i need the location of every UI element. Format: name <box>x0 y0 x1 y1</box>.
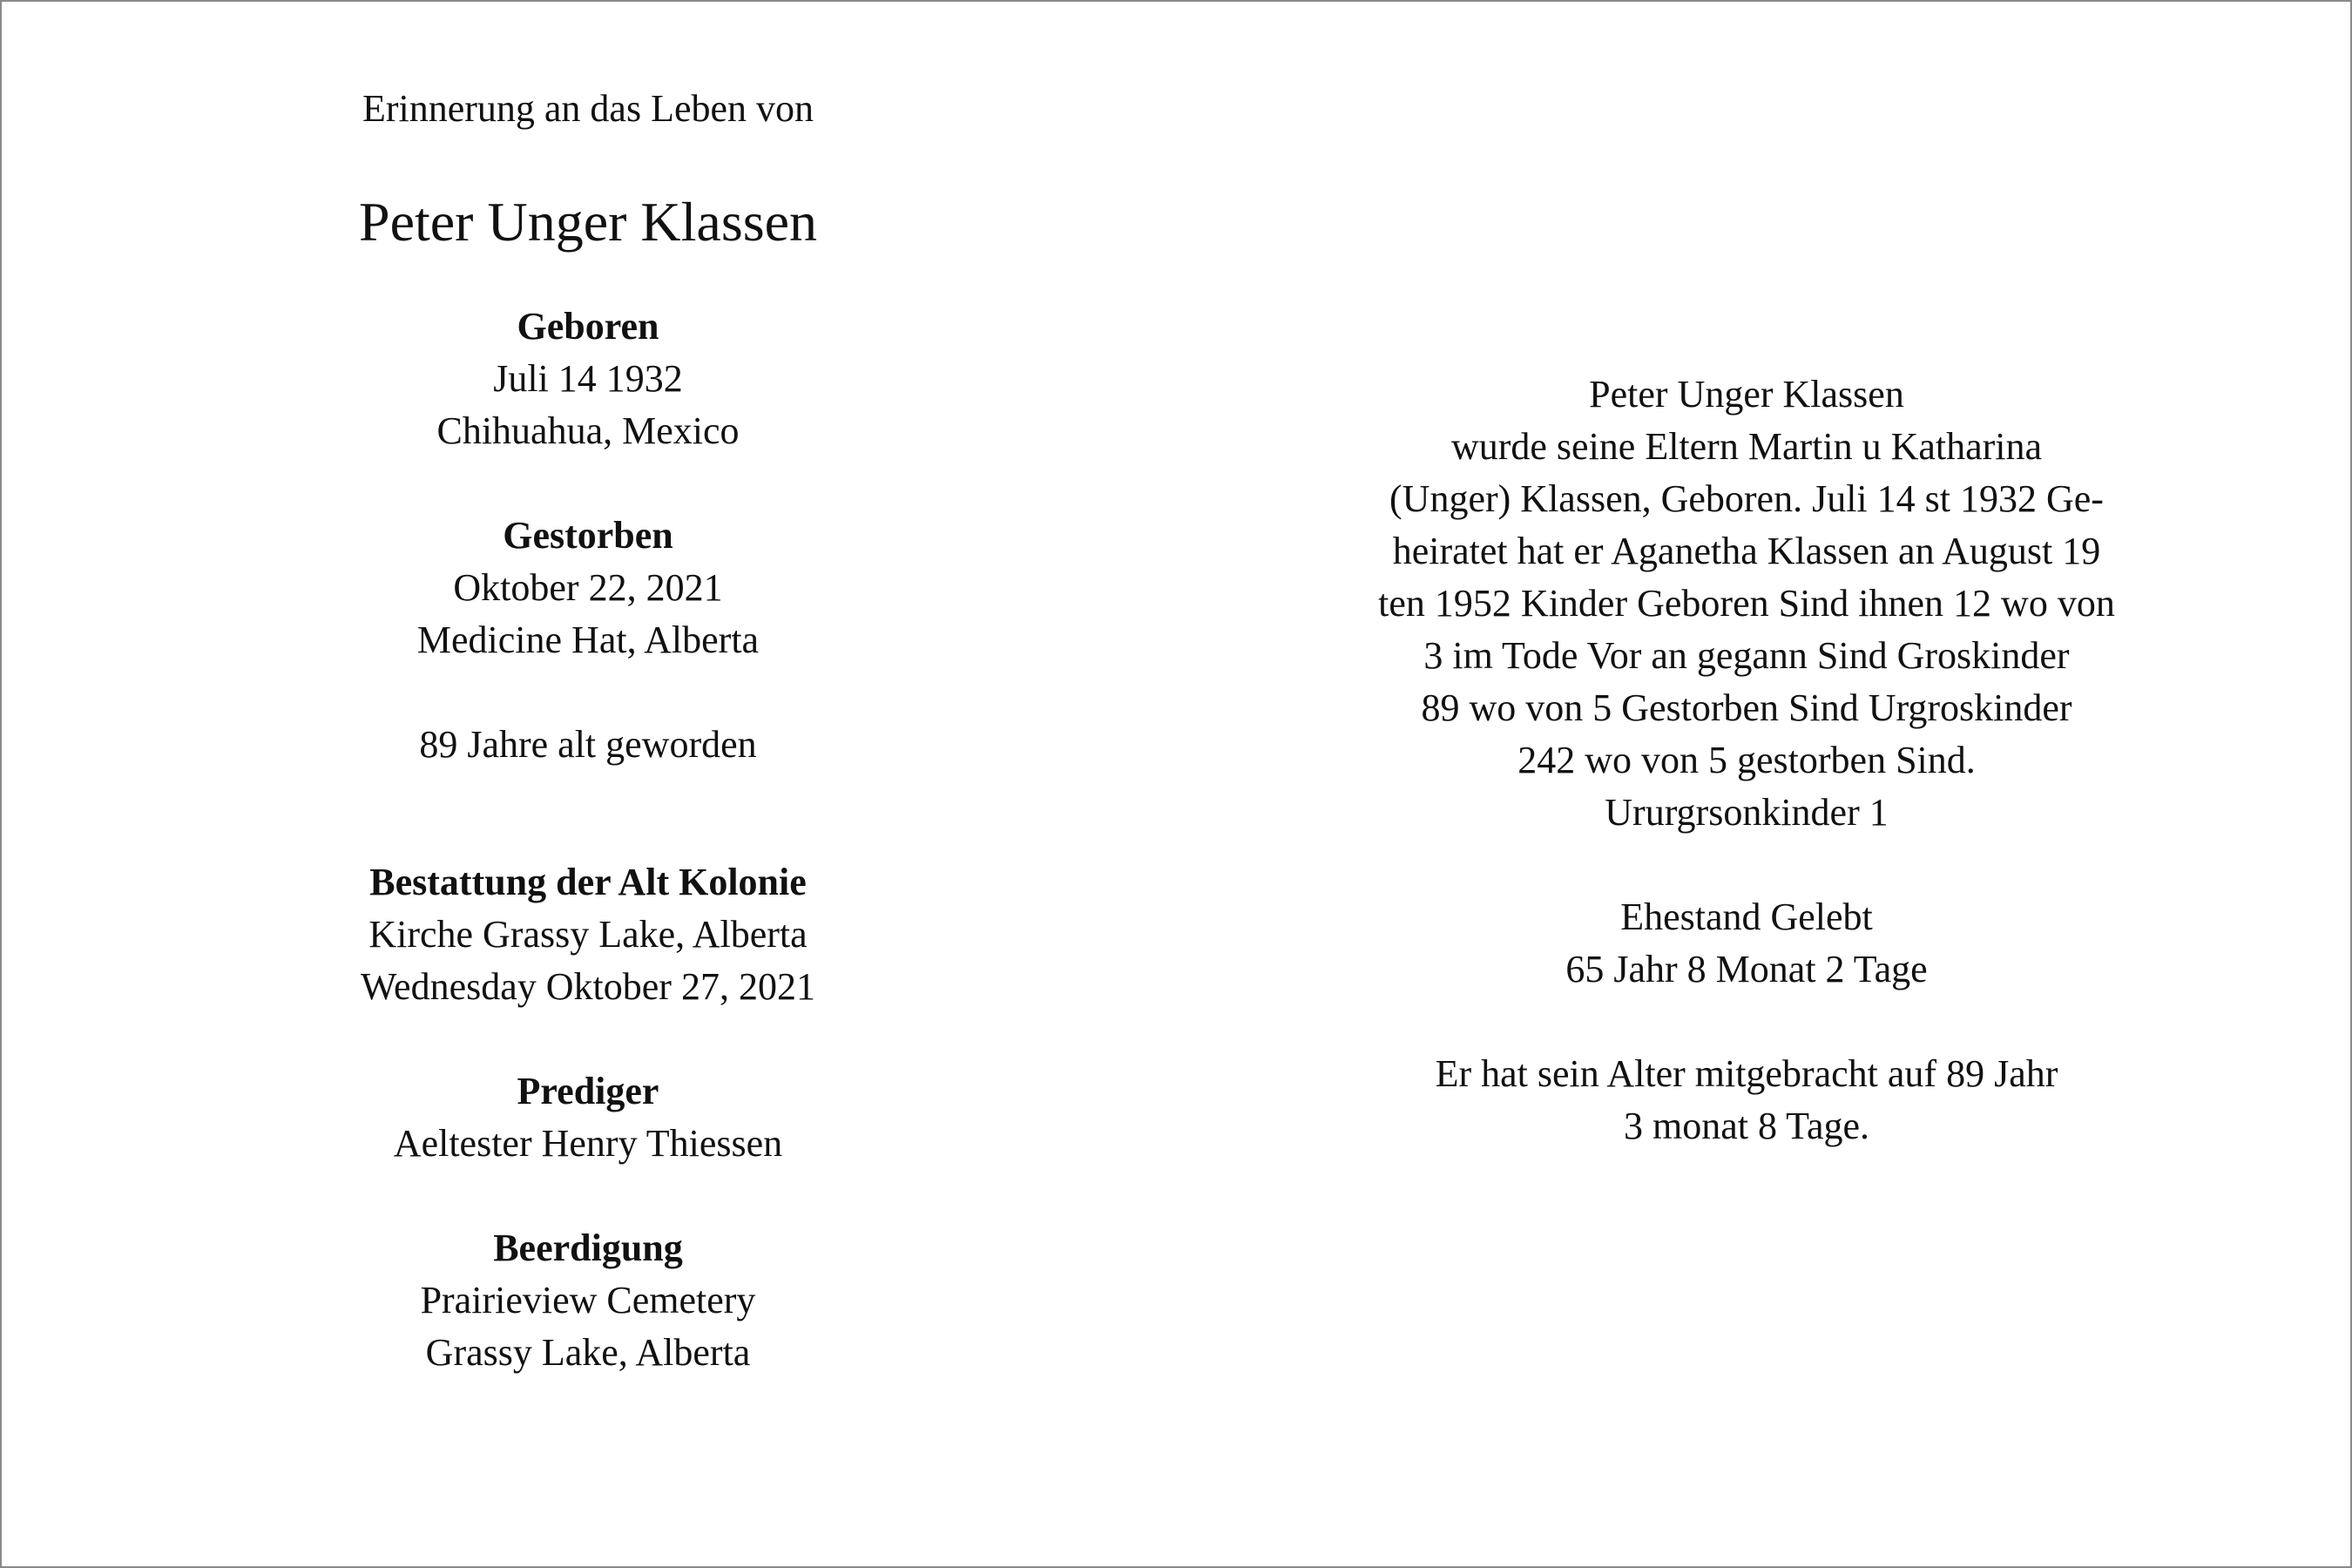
funeral-heading: Bestattung der Alt Kolonie <box>369 861 807 903</box>
age-line: 3 monat 8 Tage. <box>1623 1105 1870 1147</box>
born-section <box>240 301 936 457</box>
preacher-heading: Prediger <box>517 1070 659 1112</box>
bio-line: 89 wo von 5 Gestorben Sind Urgroskinder <box>1421 686 2072 729</box>
funeral-section <box>240 856 936 1013</box>
intro-text: Erinnerung an das Leben von <box>362 87 814 130</box>
burial-cemetery: Prairieview Cemetery <box>420 1279 756 1321</box>
born-place: Chihuahua, Mexico <box>436 409 740 452</box>
burial-place: Grassy Lake, Alberta <box>425 1331 751 1374</box>
preacher-section <box>240 1065 936 1170</box>
marriage-paragraph <box>1328 891 2165 996</box>
died-heading: Gestorben <box>503 514 673 557</box>
preacher-name: Aeltester Henry Thiessen <box>393 1122 783 1165</box>
biography-column <box>1328 368 2165 1152</box>
biography-paragraph <box>1328 368 2165 839</box>
died-date: Oktober 22, 2021 <box>453 566 723 609</box>
bio-line: ten 1952 Kinder Geboren Sind ihnen 12 wo von <box>1378 582 2115 625</box>
bio-line: heiratet hat er Aganetha Klassen an August 19 <box>1392 530 2101 572</box>
born-heading: Geboren <box>517 305 659 348</box>
burial-section <box>240 1222 936 1379</box>
memorial-details-column <box>240 83 936 1379</box>
died-place: Medicine Hat, Alberta <box>416 618 760 661</box>
born-date: Juli 14 1932 <box>493 357 683 400</box>
bio-line: 242 wo von 5 gestorben Sind. <box>1517 739 1976 781</box>
bio-line: 3 im Tode Vor an gegann Sind Groskinder <box>1423 634 2070 677</box>
marriage-line: Ehestand Gelebt <box>1620 896 1873 938</box>
marriage-line: 65 Jahr 8 Monat 2 Tage <box>1565 948 1928 990</box>
funeral-date: Wednesday Oktober 27, 2021 <box>361 965 815 1008</box>
funeral-place: Kirche Grassy Lake, Alberta <box>368 913 808 956</box>
age-text: 89 Jahre alt geworden <box>419 723 757 766</box>
burial-heading: Beerdigung <box>493 1227 683 1269</box>
bio-line: wurde seine Eltern Martin u Katharina <box>1450 425 2043 468</box>
bio-line: (Unger) Klassen, Geboren. Juli 14 st 1932 Ge- <box>1389 477 2104 520</box>
bio-line: Ururgrsonkinder 1 <box>1605 791 1889 834</box>
age-paragraph <box>1328 1048 2165 1152</box>
died-section <box>240 510 936 666</box>
bio-line: Peter Unger Klassen <box>1589 373 1904 416</box>
age-line: Er hat sein Alter mitgebracht auf 89 Jahr <box>1435 1052 2058 1095</box>
age-section <box>240 719 936 771</box>
deceased-name: Peter Unger Klassen <box>358 191 818 253</box>
